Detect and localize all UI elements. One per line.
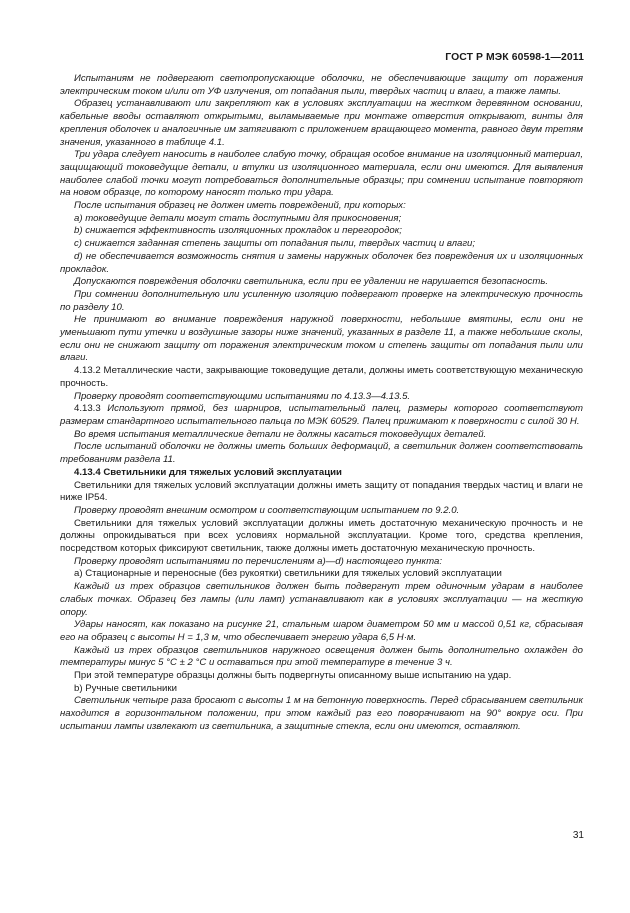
- paragraph: b) снижается эффективность изоляционных прокладок и перегородок;: [74, 225, 402, 237]
- paragraph: Проверку проводят внешним осмотром и соответствующим испытанием по 9.2.0.: [74, 504, 460, 516]
- paragraph: Светильники для тяжелых условий эксплуатации должны иметь достаточную механическую прочность и не должны опрокидываться при всех условиях нормальной эксплуатации. Кроме того, средства крепления, посредством которых фиксируют светильник, также должны иметь достаточную механическую прочность.: [60, 517, 583, 555]
- paragraph: После испытания образец не должен иметь повреждений, при которых:: [74, 200, 406, 212]
- paragraph: Проверку проводят испытаниями по перечислениям a)—d) настоящего пункта:: [74, 555, 442, 567]
- standard-header: ГОСТ Р МЭК 60598-1—2011: [445, 52, 584, 63]
- paragraph: Светильники для тяжелых условий эксплуатации должны иметь защиту от попадания твердых частиц и влаги не ниже IP54.: [60, 479, 583, 504]
- paragraph: b) Ручные светильники: [74, 682, 177, 694]
- paragraph: d) не обеспечивается возможность снятия и замены наружных оболочек без повреждения их и изоляционных прокладок.: [60, 250, 583, 275]
- document-body: [60, 73, 583, 734]
- paragraph: Удары наносят, как показано на рисунке 21, стальным шаром диаметром 50 мм и массой 0,51 кг, сбрасывая его на образец с высоты H = 1,3 м, что обеспечивает энергию удара 6,5 Н·м.: [60, 619, 583, 643]
- paragraph: Три удара следует наносить в наиболее слабую точку, обращая особое внимание на изоляционный материал, защищающий токоведущие детали, и втулки из изоляционного материала, если они имеются. Для выявления наиболее слабой точки могут потребоваться дополнительные образцы; при сомнении испытание повторяют на новом образце, по которому наносят только три удара.: [60, 149, 583, 199]
- paragraph: Каждый из трех образцов светильников наружного освещения должен быть дополнительно охлажден до температуры минус 5 °C ± 2 °C и оставаться при этой температуре в течение 3 ч.: [60, 644, 583, 669]
- page-number: 31: [572, 830, 584, 841]
- paragraph: Во время испытания металлические детали не должны касаться токоведущих деталей.: [74, 428, 487, 440]
- paragraph: Испытаниям не подвергают светопропускающие оболочки, не обеспечивающие защиту от поражения электрическим током и/или от УФ излучения, от попадания пыли, твердых частиц и влаги, а также лампы.: [60, 73, 583, 97]
- paragraph: Каждый из трех образцов светильников должен быть подвергнут трем одиночным ударам в наиболее слабых точках. Образец без лампы (или ламп) устанавливают как в условиях эксплуатации — на жесткую опору.: [60, 581, 583, 618]
- paragraph: При этой температуре образцы должны быть подвергнуты описанному выше испытанию на удар.: [74, 670, 512, 682]
- clause-number: 4.13.3: [74, 403, 108, 415]
- paragraph: [60, 403, 583, 428]
- paragraph: c) снижается заданная степень защиты от попадания пыли, твердых частиц и влаги;: [74, 238, 476, 250]
- paragraph: a) Стационарные и переносные (без рукоятки) светильники для тяжелых условий эксплуатации: [74, 568, 502, 580]
- paragraph: 4.13.2 Металлические части, закрывающие токоведущие детали, должны иметь соответствующую механическую прочность.: [60, 365, 583, 389]
- paragraph: Светильник четыре раза бросают с высоты 1 м на бетонную поверхность. Перед сбрасыванием светильник находится в горизонтальном положении, при этом каждый раз его поворачивают на 90° вокруг оси. При испытании лампы извлекают из светильника, а защитные стекла, если они имеются, оставляют.: [60, 695, 583, 732]
- paragraph: a) токоведущие детали могут стать доступными для прикосновения;: [74, 212, 402, 224]
- paragraph: Не принимают во внимание повреждения наружной поверхности, небольшие вмятины, если они не уменьшают пути утечки и воздушные зазоры ниже значений, указанных в разделе 11, а также небольшие сколы, если они не снижают защиту от поражения электрическим током и степень защиты от попадания пыли или влаги.: [60, 314, 583, 364]
- paragraph: Образец устанавливают или закрепляют как в условиях эксплуатации на жестком деревянном основании, кабельные вводы оставляют открытыми, выламываемые при монтаже отверстия открывают, винты для крепления оболочек и аналогичные им затягивают с приложением вращающего момента, равного двум третям значения, указанного в таблице 4.1.: [60, 98, 583, 148]
- paragraph: Проверку проводят соответствующими испытаниями по 4.13.3—4.13.5.: [74, 390, 411, 402]
- paragraph: После испытаний оболочки не должны иметь больших деформаций, а светильник должен соответствовать требованиям раздела 11.: [60, 441, 583, 466]
- clause-text: Используют прямой, без шарниров, испытательный палец, размеры которого соответствуют размерам стандартного испытательного пальца по МЭК 60529. Палец прижимают к поверхности с силой 30 Н.: [60, 403, 583, 427]
- paragraph: 4.13.4 Светильники для тяжелых условий эксплуатации: [74, 466, 342, 478]
- paragraph: При сомнении дополнительную или усиленную изоляцию подвергают проверке на электрическую прочность по разделу 10.: [60, 288, 583, 313]
- paragraph: Допускаются повреждения оболочки светильника, если при ее удалении не нарушается безопасность.: [74, 276, 549, 288]
